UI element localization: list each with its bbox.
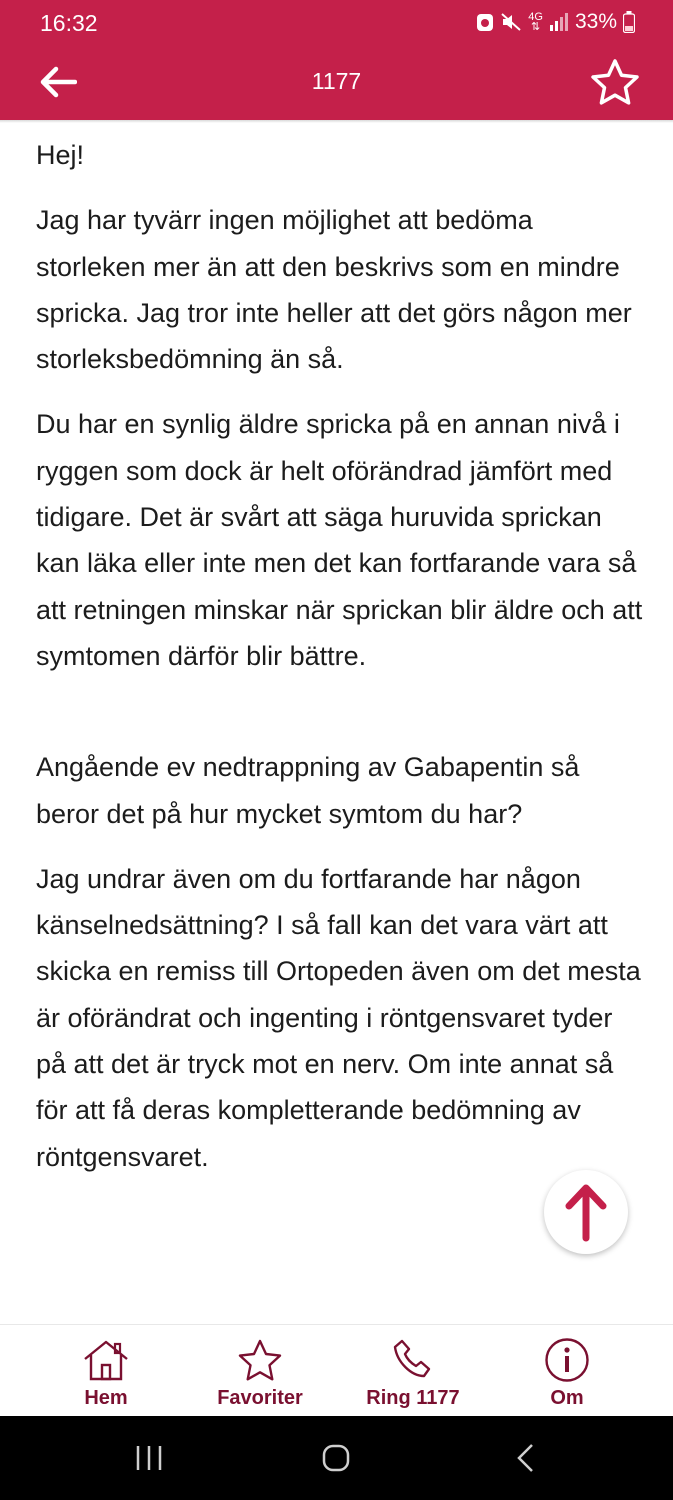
app-bar-shadow (0, 120, 673, 123)
favorite-button[interactable] (589, 56, 641, 108)
notification-icon (476, 12, 494, 32)
star-icon (237, 1337, 283, 1383)
nav-item-favorites[interactable] (185, 1325, 335, 1417)
battery-icon (623, 11, 635, 33)
nav-item-call[interactable] (338, 1325, 488, 1417)
system-back-button[interactable] (510, 1436, 540, 1480)
nav-label-home: Hem (84, 1387, 128, 1409)
page-title: 1177 (311, 68, 362, 94)
home-system-button[interactable] (318, 1436, 354, 1480)
message-body (36, 132, 646, 1322)
star-outline-icon (590, 58, 640, 106)
network-label: 4G (528, 11, 543, 23)
scroll-to-top-button[interactable] (544, 1170, 628, 1254)
system-navigation-bar (0, 1416, 673, 1500)
nav-label-favorites: Favoriter (217, 1387, 303, 1409)
bottom-navigation (0, 1324, 673, 1416)
signal-icon (549, 12, 569, 32)
arrow-up-icon (564, 1182, 608, 1242)
mute-icon (500, 12, 522, 32)
nav-item-home[interactable] (31, 1325, 181, 1417)
home-circle-icon (321, 1443, 351, 1473)
status-time: 16:32 (40, 10, 98, 36)
recent-apps-button[interactable] (132, 1436, 166, 1480)
message-paragraph: Hej! (36, 140, 85, 170)
app-bar (0, 46, 673, 120)
network-icon (528, 12, 543, 32)
nav-label-call: Ring 1177 (366, 1387, 460, 1409)
nav-label-about: Om (550, 1387, 584, 1409)
battery-percent: 33% (574, 10, 617, 33)
home-icon (82, 1337, 130, 1383)
message-paragraph: Jag undrar även om du fortfarande har någon känselnedsättning? I så fall kan det vara värt att skicka en remiss till Ortopeden även om det mesta är oförändrat och ingenting i röntgensvaret tyder på att det är tryck mot en nerv. Om inte annat så för att få deras kompletterande bedömning av röntgensvaret. (36, 863, 641, 1172)
info-icon (544, 1337, 590, 1383)
nav-item-about[interactable] (492, 1325, 642, 1417)
status-icons (476, 10, 635, 34)
data-arrows-icon: ⇅ (531, 21, 541, 33)
chevron-left-icon (514, 1442, 536, 1474)
recent-apps-icon (134, 1443, 164, 1473)
message-paragraph: Jag har tyvärr ingen möjlighet att bedöma storleken mer än att den beskrivs som en mindre spricka. Jag tror inte heller att det görs någon mer storleksbedömning än så. (36, 205, 632, 375)
status-bar (0, 0, 673, 46)
message-paragraph: Du har en synlig äldre spricka på en annan nivå i ryggen som dock är helt oförändrad jämfört med tidigare. Det är svårt att säga huruvida sprickan kan läka eller inte men det kan fortfarande vara så att retningen minskar när sprickan blir äldre och att symtomen därför blir bättre. (36, 409, 643, 671)
phone-icon (391, 1337, 435, 1383)
message-paragraph: Angående ev nedtrappning av Gabapentin så beror det på hur mycket symtom du har? (36, 752, 580, 829)
